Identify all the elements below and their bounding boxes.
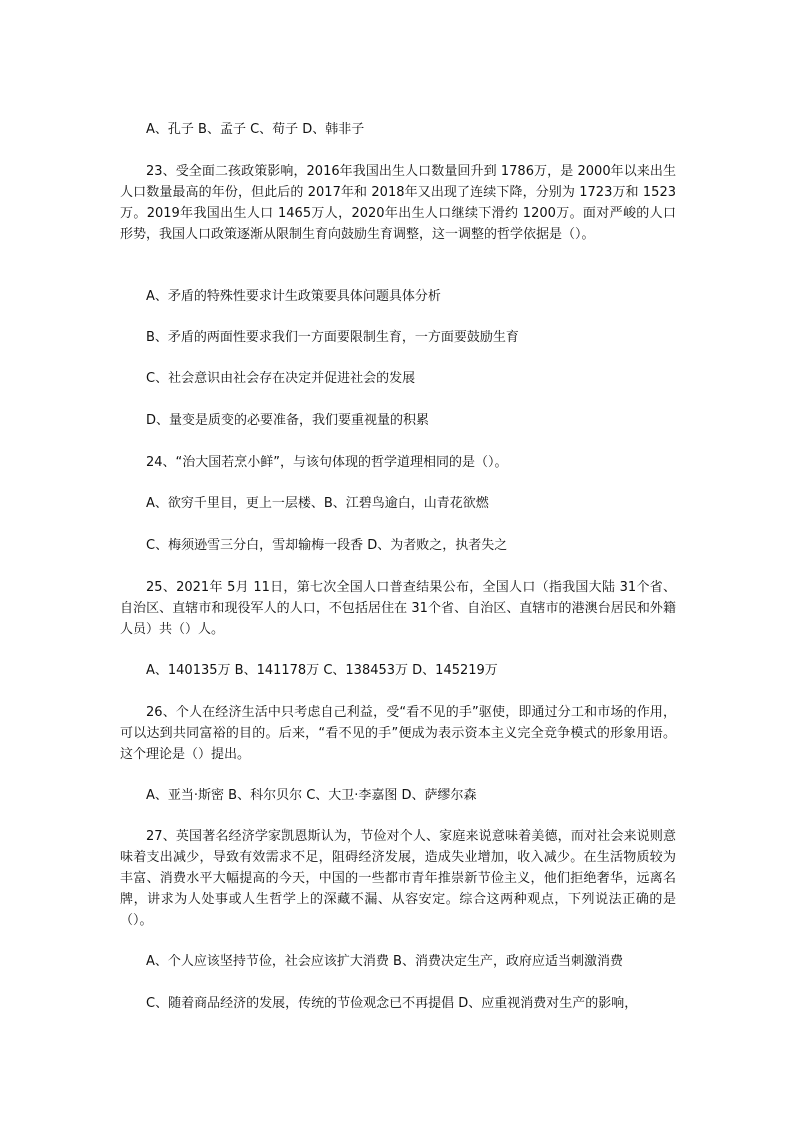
q24-option-cd: C、梅须逊雪三分白，雪却输梅一段香 D、为者败之，执者失之: [146, 538, 508, 553]
q25-options: A、140135万 B、141178万 C、138453万 D、145219万: [146, 663, 498, 678]
q23-option-b: B、矛盾的两面性要求我们一方面要限制生育，一方面要鼓励生育: [146, 330, 519, 345]
q23-stem: 23、受全面二孩政策影响，2016年我国出生人口数量回升到 1786万，是 2000年以来出生人口数量最高的年份，但此后的 2017年和 2018年又出现了连续下降，分别为 1723万和 1523万。2019年我国出生人口 1465万人，2020年出生人口继续下滑约 1200万。面对严峻的人口形势，我国人口政策逐渐从限制生育向鼓励生育调整，这一调整的哲学依据是（）。: [120, 164, 676, 242]
q22-options: A、孔子 B、孟子 C、荀子 D、韩非子: [146, 122, 365, 137]
q26-stem: 26、个人在经济生活中只考虑自己利益，受“看不见的手”驱使，即通过分工和市场的作用，可以达到共同富裕的目的。后来，“看不见的手”便成为表示资本主义完全竞争模式的形象用语。这个理论是（）提出。: [120, 705, 676, 762]
q23-option-c: C、社会意识由社会存在决定并促进社会的发展: [146, 371, 416, 386]
q27-stem: 27、英国著名经济学家凯恩斯认为，节俭对个人、家庭来说意味着美德，而对社会来说则意味着支出减少，导致有效需求不足，阻碍经济发展，造成失业增加，收入减少。在生活物质较为丰富、消费水平大幅提高的今天，中国的一些都市青年推崇新节俭主义，他们拒绝奢华，远离名牌，讲求为人处事或人生哲学上的深藏不漏、从容安定。综合这两种观点，下列说法正确的是（）。: [120, 829, 676, 928]
q23-option-d: D、量变是质变的必要准备，我们要重视量的积累: [146, 413, 430, 428]
q24-option-ab: A、欲穷千里目，更上一层楼、B、江碧鸟逾白，山青花欲燃: [146, 496, 489, 511]
q26-options: A、亚当·斯密 B、科尔贝尔 C、大卫·李嘉图 D、萨缪尔森: [146, 788, 477, 803]
q24-stem: 24、“治大国若烹小鲜”，与该句体现的哲学道理相同的是（）。: [146, 455, 508, 470]
q25-stem: 25、2021年 5月 11日，第七次全国人口普查结果公布，全国人口（指我国大陆 31个省、自治区、直辖市和现役军人的人口，不包括居住在 31个省、自治区、直辖市的港澳台居民和外籍人员）共（）人。: [120, 580, 676, 637]
q27-option-ab: A、个人应该坚持节俭，社会应该扩大消费 B、消费决定生产，政府应适当刺激消费: [146, 954, 623, 969]
q23-option-a: A、矛盾的特殊性要求计生政策要具体问题具体分析: [146, 289, 441, 304]
q27-option-cd: C、随着商品经济的发展，传统的节俭观念已不再提倡 D、应重视消费对生产的影响，: [146, 996, 638, 1011]
